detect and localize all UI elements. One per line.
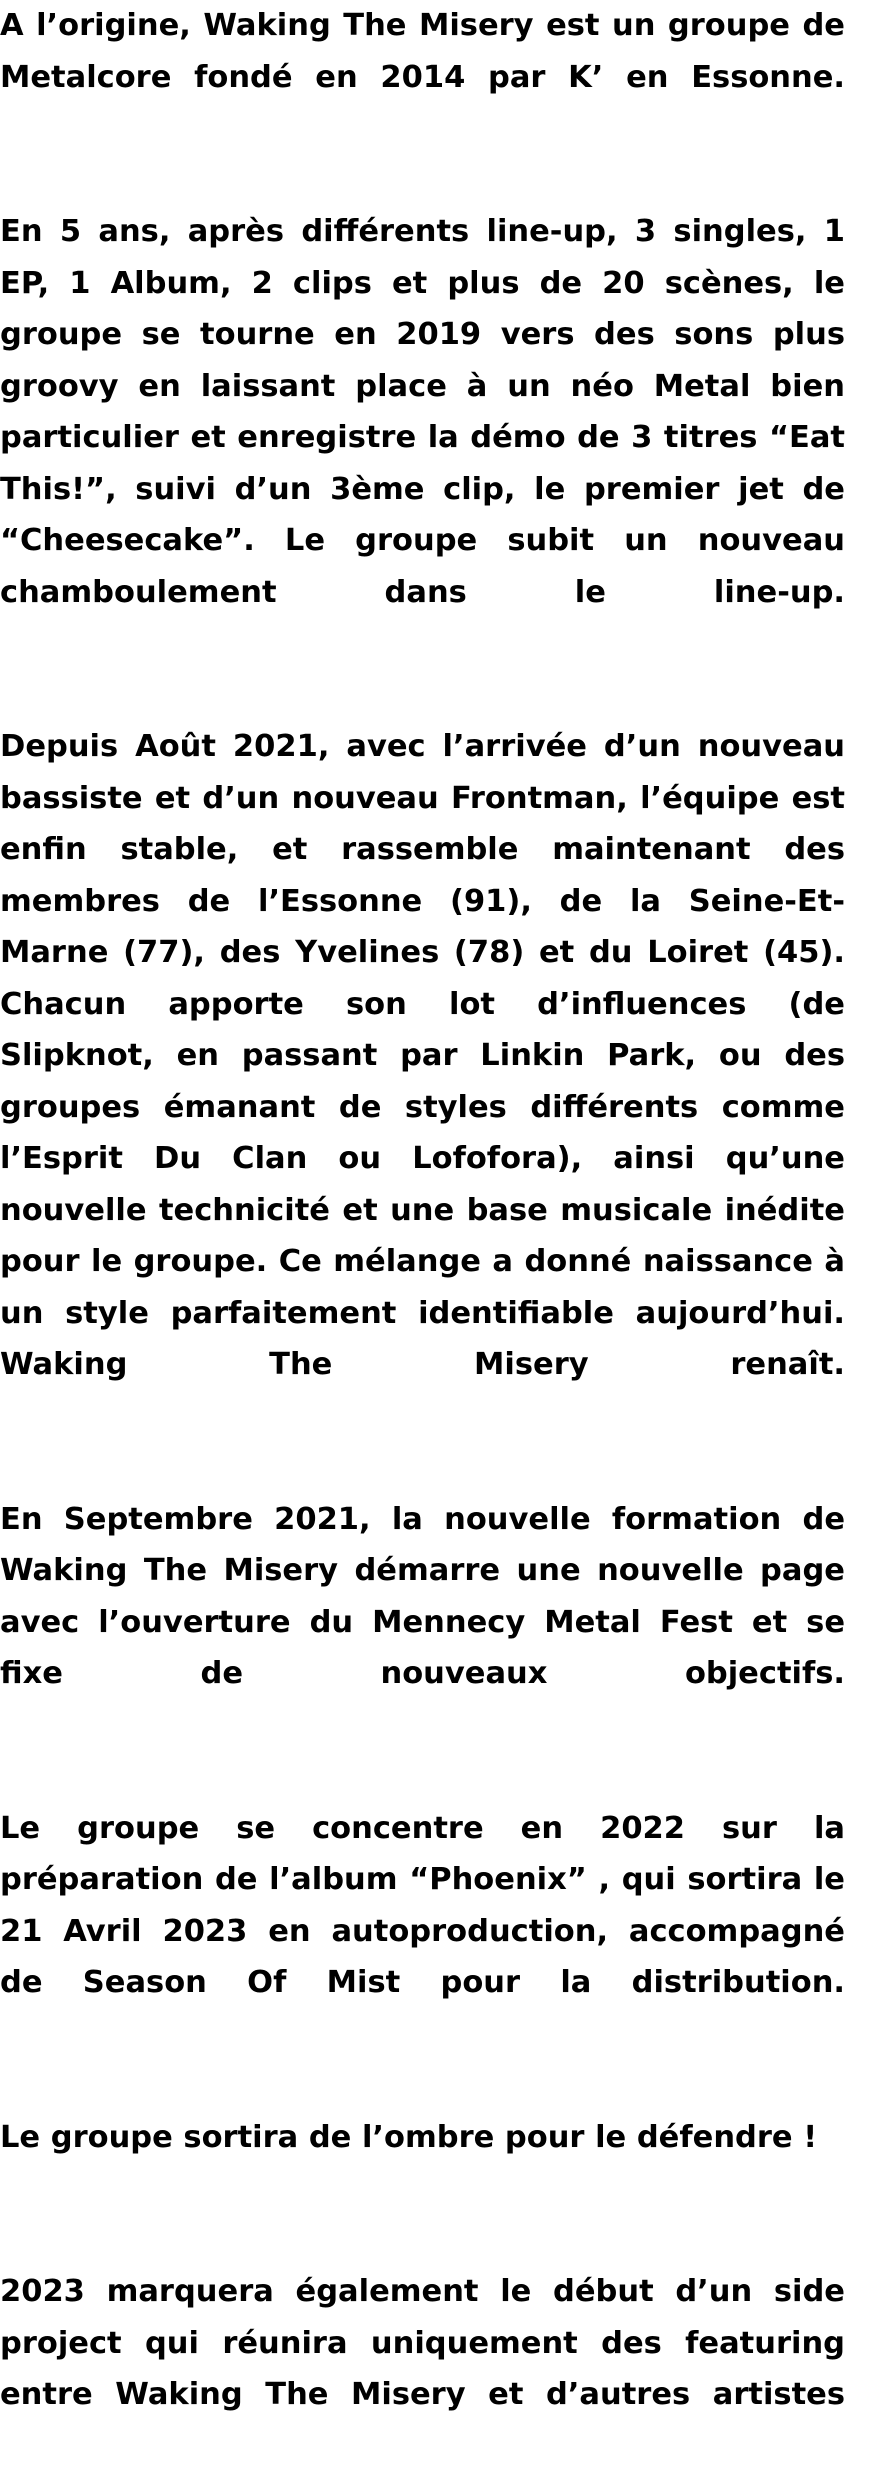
paragraph-1: A l’origine, Waking The Misery est un groupe de Metalcore fondé en 2014 par K’ en Essonne. xyxy=(0,8,845,95)
paragraph-7: 2023 marquera également le début d’un side project qui réunira uniquement des featuring entre Waking The Misery et d’autres artistes xyxy=(0,2274,845,2412)
paragraph-2: En 5 ans, après différents line-up, 3 singles, 1 EP, 1 Album, 2 clips et plus de 20 scènes, le groupe se tourne en 2019 vers des sons plus groovy en laissant place à un néo Metal bien particulier et enregistre la démo de 3 titres “Eat This!”, suivi d’un 3ème clip, le premier jet de “Cheesecake”. Le groupe subit un nouveau chamboulement dans le line-up. xyxy=(0,214,845,610)
paragraph-5: Le groupe se concentre en 2022 sur la préparation de l’album “Phoenix” , qui sortira le 21 Avril 2023 en autoproduction, accompagné de Season Of Mist pour la distribution. xyxy=(0,1810,845,2000)
paragraph-4: En Septembre 2021, la nouvelle formation de Waking The Misery démarre une nouvelle page avec l’ouverture du Mennecy Metal Fest et se fixe de nouveaux objectifs. xyxy=(0,1501,845,1691)
paragraph-6: Le groupe sortira de l’ombre pour le défendre ! xyxy=(0,2119,818,2155)
paragraph-3: Depuis Août 2021, avec l’arrivée d’un nouveau bassiste et d’un nouveau Frontman, l’équipe est enfin stable, et rassemble maintenant des membres de l’Essonne (91), de la Seine-Et-Marne (77), des Yvelines (78) et du Loiret (45). Chacun apporte son lot d’influences (de Slipknot, en passant par Linkin Park, ou des groupes émanant de styles différents comme l’Esprit Du Clan ou Lofofora), ainsi qu’une nouvelle technicité et une base musicale inédite pour le groupe. Ce mélange a donné naissance à un style parfaitement identifiable aujourd’hui. Waking The Misery renaît. xyxy=(0,729,845,1382)
